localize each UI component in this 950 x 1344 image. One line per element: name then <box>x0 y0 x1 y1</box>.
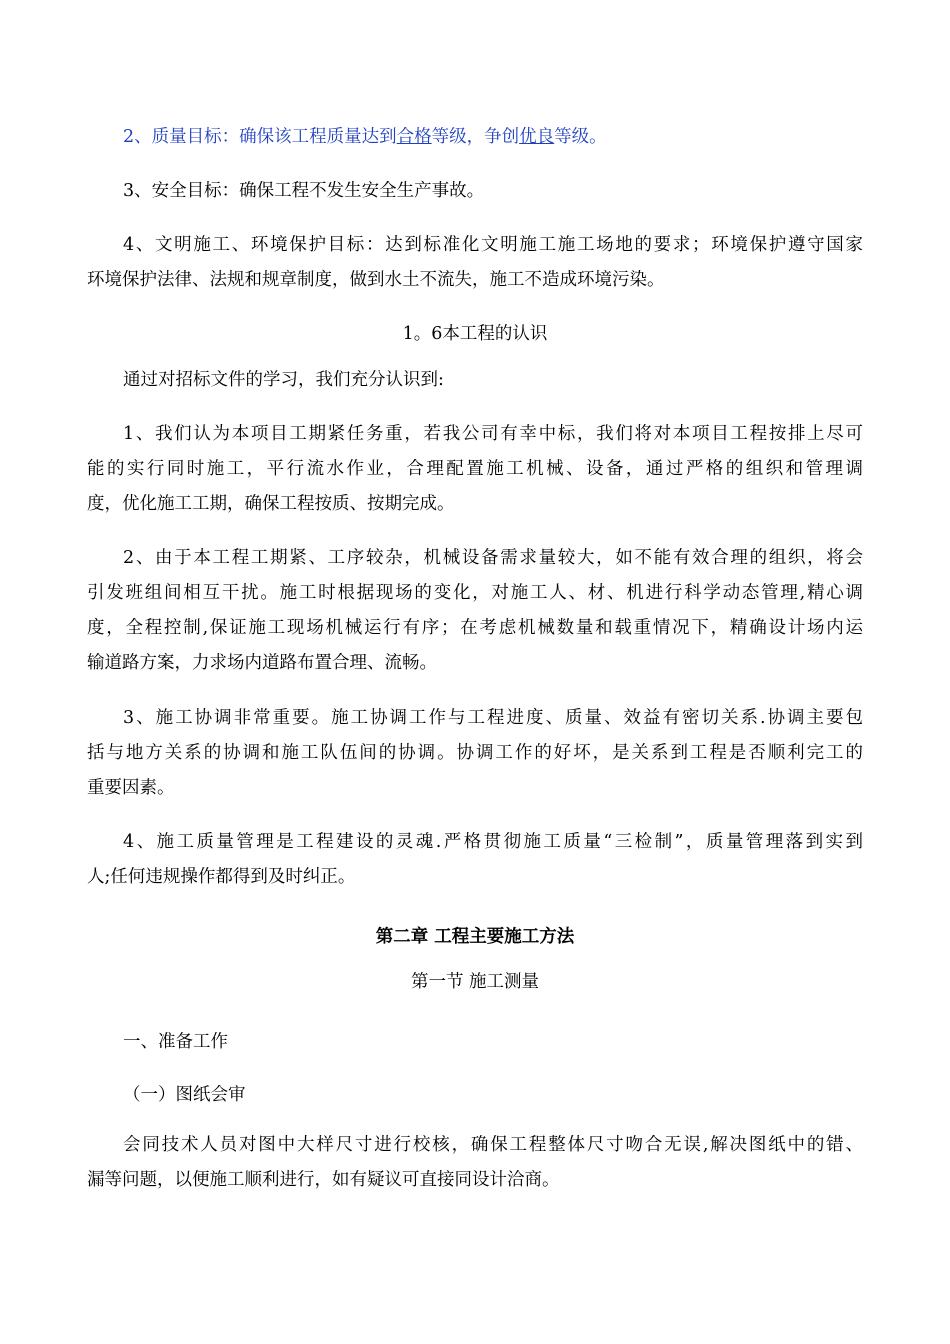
item1-line-1: 1、我们认为本项目工期紧任务重，若我公司有幸中标，我们将对本项目工程按排上尽可 <box>123 424 863 444</box>
item3-line-2: 括与地方关系的协调和施工队伍间的协调。协调工作的好坏，是关系到工程是否顺利完工的 <box>87 743 863 763</box>
item2-line-4: 输道路方案，力求场内道路布置合理、流畅。 <box>87 653 437 673</box>
quality-goal-excellent: 优良 <box>519 127 555 147</box>
item2-line-3: 度，全程控制,保证施工现场机械运行有序；在考虑机械数量和载重情况下，精确设计场内运 <box>87 618 863 638</box>
item4-line-2: 人;任何违规操作都得到及时纠正。 <box>87 867 356 887</box>
quality-goal <box>123 125 607 149</box>
section-intro: 通过对招标文件的学习，我们充分认识到: <box>123 370 444 390</box>
civil-goal-line-1: 4、文明施工、环境保护目标：达到标准化文明施工施工场地的要求；环境保护遵守国家 <box>123 235 863 255</box>
chapter-title: 第二章 工程主要施工方法 <box>375 927 575 947</box>
subheading-preparation: 一、准备工作 <box>123 1032 228 1052</box>
section-title: 第一节 施工测量 <box>410 972 540 992</box>
quality-goal-qualified: 合格 <box>396 127 432 147</box>
item2-line-2: 引发班组间相互干扰。施工时根据现场的变化，对施工人、材、机进行科学动态管理,精心调 <box>87 583 863 603</box>
drawing-review-line-1: 会同技术人员对图中大样尺寸进行校核，确保工程整体尺寸吻合无误,解决图纸中的错、 <box>123 1135 863 1155</box>
item4-line-1: 4、施工质量管理是工程建设的灵魂.严格贯彻施工质量“三检制”，质量管理落到实到 <box>123 832 863 852</box>
subheading-drawing-review: （一）图纸会审 <box>123 1085 246 1105</box>
quality-goal-text-mid: 等级，争创 <box>431 127 520 147</box>
drawing-review-line-2: 漏等问题，以便施工顺利进行，如有疑议可直接同设计洽商。 <box>87 1170 560 1190</box>
item2-line-1: 2、由于本工程工期紧、工序较杂，机械设备需求量较大，如不能有效合理的组织，将会 <box>123 548 863 568</box>
quality-goal-text-end: 等级。 <box>554 127 607 147</box>
item3-line-3: 重要因素。 <box>87 778 175 798</box>
safety-goal: 3、安全目标：确保工程不发生安全生产事故。 <box>123 181 485 201</box>
civil-goal-line-2: 环境保护法律、法规和规章制度，做到水土不流失，施工不造成环境污染。 <box>87 270 665 290</box>
item3-line-1: 3、施工协调非常重要。施工协调工作与工程进度、质量、效益有密切关系.协调主要包 <box>123 708 863 728</box>
item1-line-2: 能的实行同时施工，平行流水作业，合理配置施工机械、设备，通过严格的组织和管理调 <box>87 459 863 479</box>
section-heading-1-6: 1。6本工程的认识 <box>402 324 548 344</box>
item1-line-3: 度，优化施工工期，确保工程按质、按期完成。 <box>87 494 455 514</box>
quality-goal-text: 2、质量目标：确保该工程质量达到 <box>123 127 397 147</box>
